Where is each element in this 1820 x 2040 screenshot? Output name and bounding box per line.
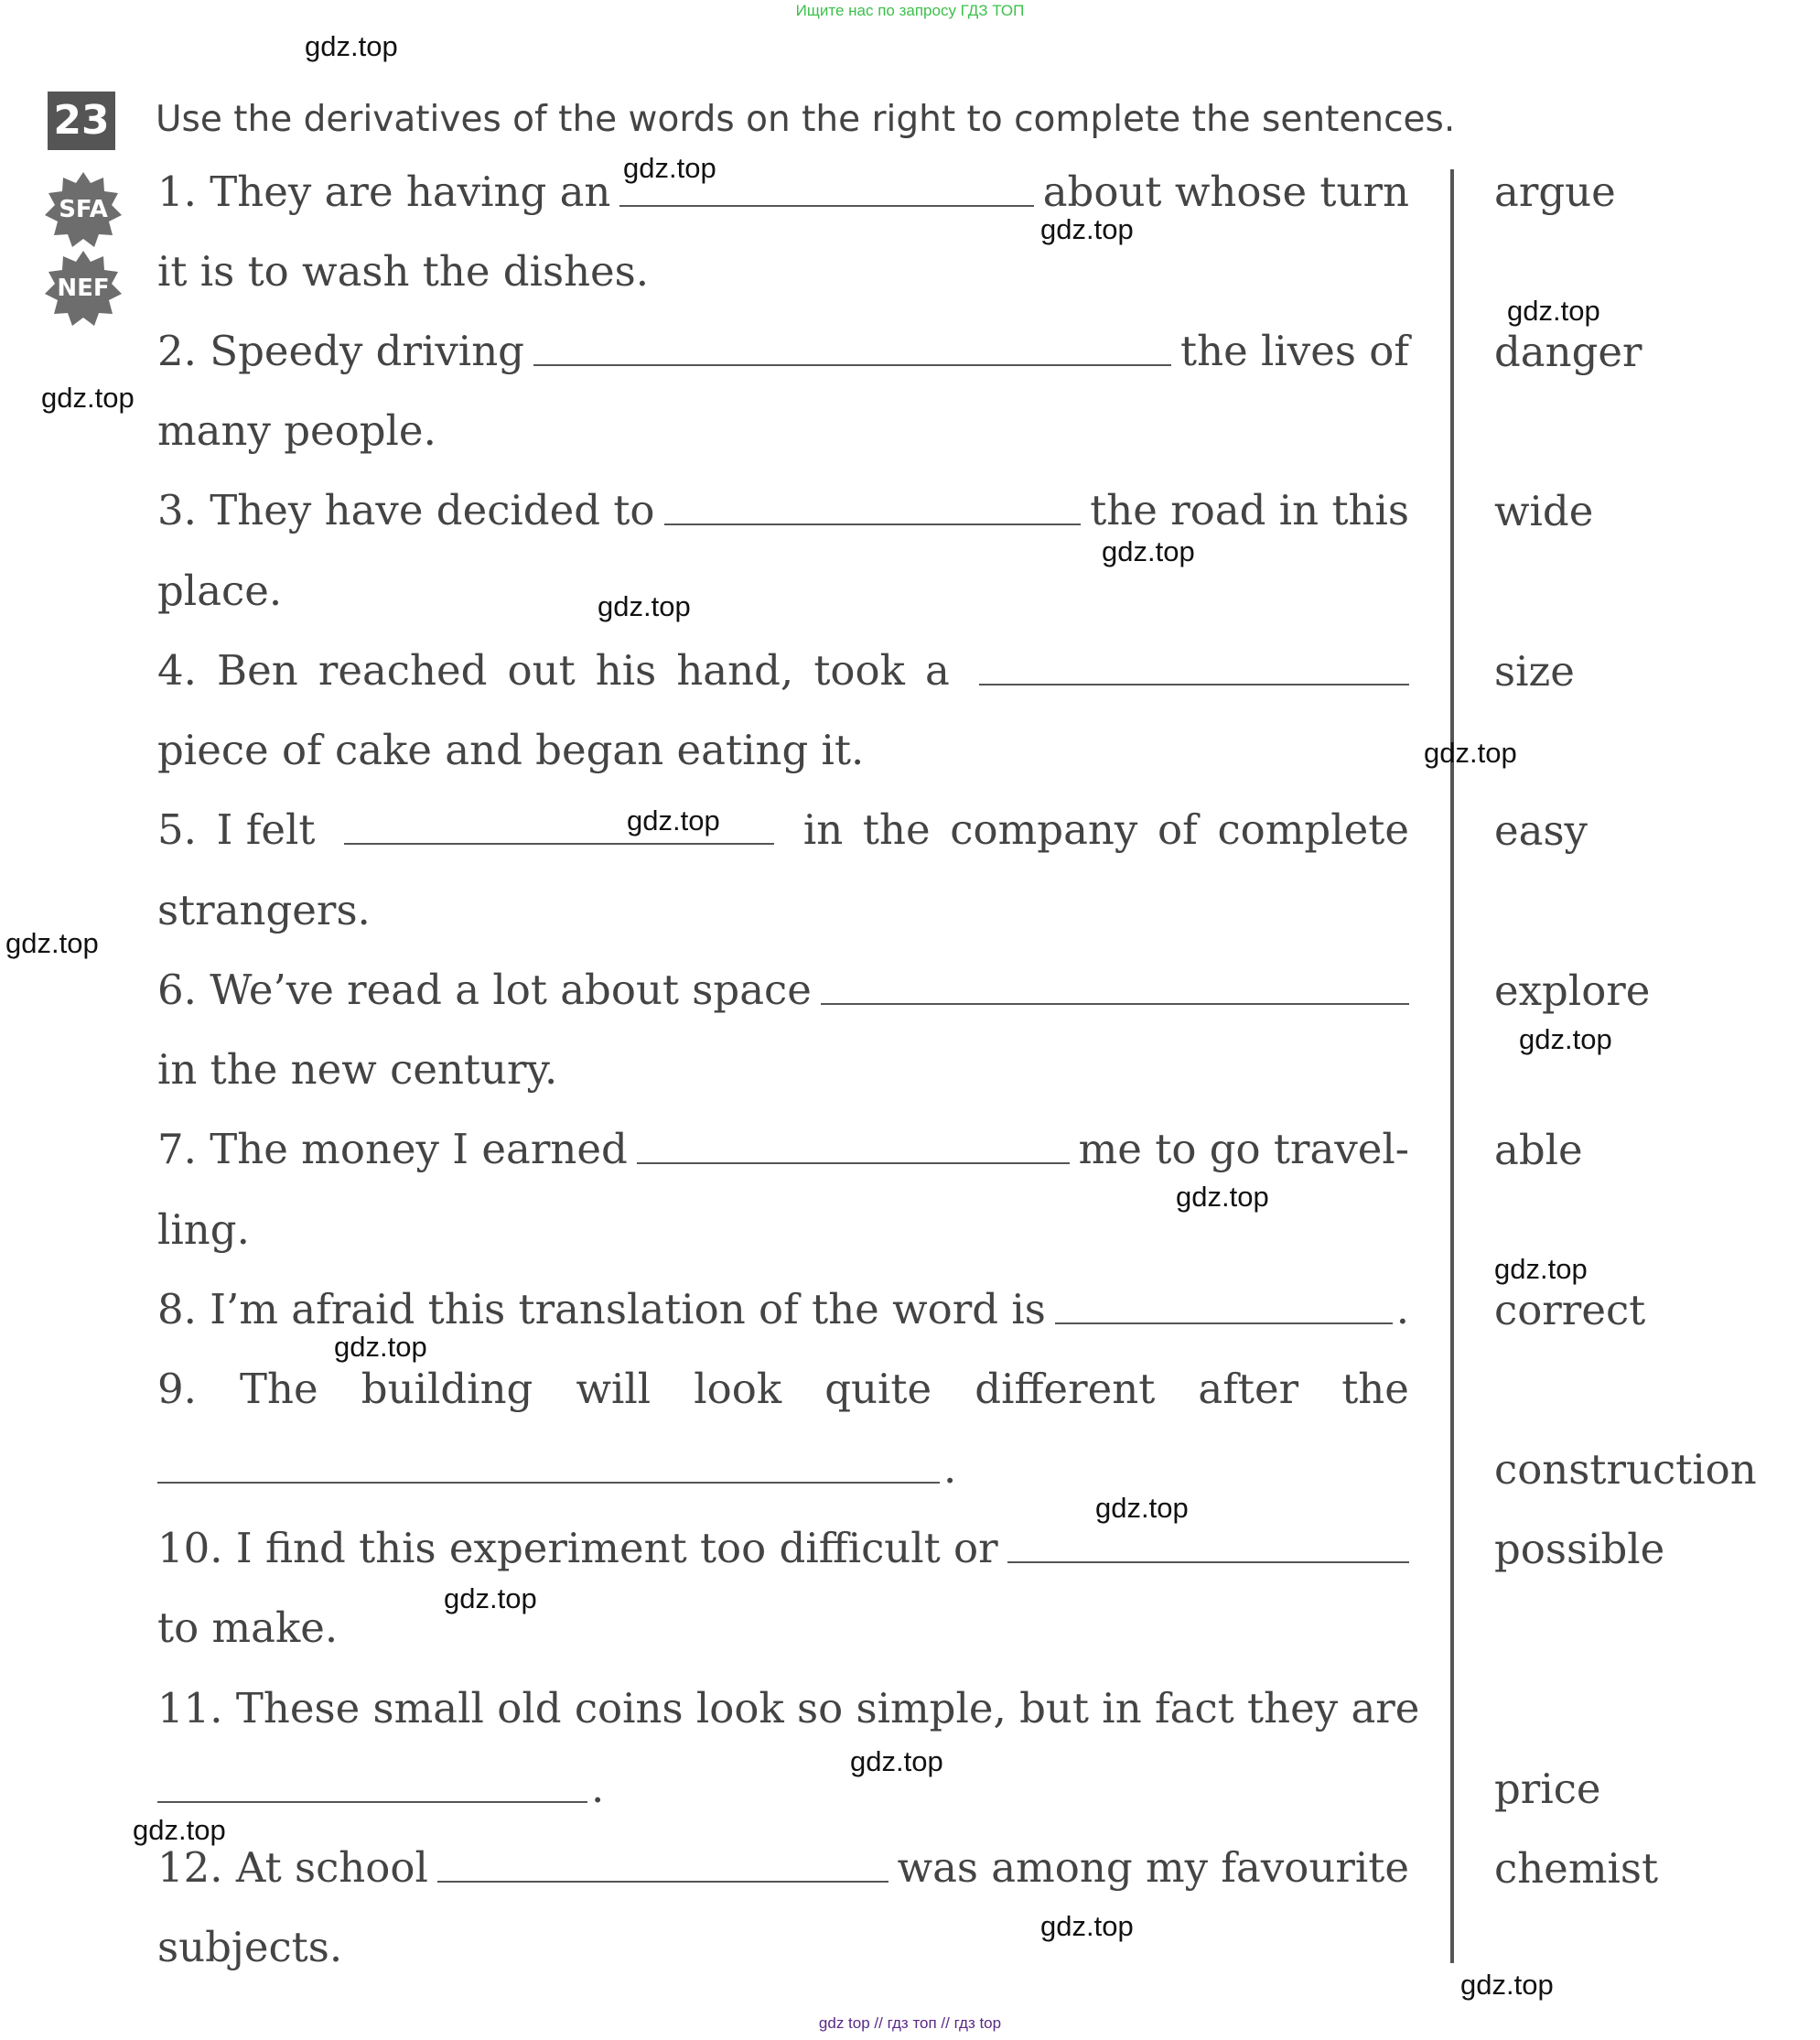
watermark: gdz.top [1494,1253,1588,1285]
base-word-2: danger [1494,328,1642,376]
base-word-6: explore [1494,966,1651,1015]
sentence-5-line-1: 5. I felt in the company of complete [157,805,1409,854]
sentence-11-line-1: 11. These small old coins look so simple, but in fact they are [157,1684,1420,1732]
sentence-2-line-1: 2. Speedy driving the lives of [157,327,1409,375]
watermark: gdz.top [334,1331,427,1363]
sfa-badge-icon [44,170,123,249]
answer-blank-2[interactable] [533,353,1171,366]
base-word-5: easy [1494,806,1588,855]
nef-badge-icon [44,249,123,328]
watermark: gdz.top [850,1745,943,1777]
sentence-10-line-1: 10. I find this experiment too difficult or [157,1488,1409,1569]
answer-blank-9[interactable] [157,1471,940,1484]
site-banner[interactable]: Ищите нас по запросу ГДЗ ТОП [795,2,1025,19]
sentence-8-line-1: 8. I’m afraid this translation of the word is . [157,1285,1409,1333]
watermark: gdz.top [41,382,135,414]
answer-blank-11[interactable] [157,1790,587,1803]
base-word-11: price [1494,1765,1601,1813]
base-word-4: size [1494,647,1575,696]
exercise-instruction: Use the derivatives of the words on the right to complete the sentences. [156,99,1456,140]
sentence-6-line-2: in the new century. [157,1045,558,1094]
column-divider [1450,169,1454,1963]
sentence-9-line-1: 9. The building will look quite different after the [157,1365,1409,1413]
sentence-3-line-2: place. [157,567,283,615]
watermark: gdz.top [1519,1023,1612,1055]
sentence-12-line-2: subjects. [157,1923,343,1971]
answer-blank-7[interactable] [637,1151,1070,1164]
sentence-11-line-2: . [157,1728,1409,1808]
sentence-4-line-2: piece of cake and began eating it. [157,726,865,774]
sentence-5-line-2: strangers. [157,886,371,934]
base-word-9: construction [1494,1445,1757,1494]
watermark: gdz.top [623,152,716,184]
watermark: gdz.top [5,927,99,959]
watermark: gdz.top [1040,213,1134,245]
watermark: gdz.top [1040,1910,1134,1942]
answer-blank-3[interactable] [664,513,1082,525]
answer-blank-12[interactable] [437,1870,888,1883]
answer-blank-8[interactable] [1055,1311,1393,1324]
watermark: gdz.top [1176,1181,1269,1213]
base-word-10: possible [1494,1525,1665,1573]
watermark: gdz.top [627,804,720,837]
watermark: gdz.top [1095,1492,1189,1524]
sentence-7-line-1: 7. The money I earned me to go travel- [157,1125,1409,1173]
watermark: gdz.top [598,590,691,622]
sentence-1-line-2: it is to wash the dishes. [157,247,650,296]
sfa-badge-label: SFA [59,196,108,223]
watermark: gdz.top [305,30,398,62]
exercise-number: 23 [48,92,115,150]
sentence-1-line-1: 1. They are having an about whose turn [157,167,1409,216]
base-word-7: able [1494,1126,1583,1174]
sentence-12-line-1: 12. At school was among my favourite [157,1843,1409,1892]
sentence-9-line-2: . [157,1409,1409,1489]
watermark: gdz.top [1507,295,1600,327]
watermark: gdz.top [1460,1969,1554,2001]
watermark: gdz.top [444,1582,537,1614]
sentence-7-line-2: ling. [157,1205,250,1254]
sentence-2-line-2: many people. [157,406,436,455]
base-word-3: wide [1494,487,1594,535]
answer-blank-10[interactable] [1007,1550,1409,1563]
sentence-6-line-1: 6. We’ve read a lot about space [157,930,1409,1010]
watermark: gdz.top [1424,737,1517,769]
base-word-12: chemist [1494,1844,1659,1893]
sentence-10-line-2: to make. [157,1603,339,1652]
watermark: gdz.top [133,1814,226,1846]
sentence-3-line-1: 3. They have decided to the road in this [157,486,1409,534]
base-word-8: correct [1494,1286,1646,1334]
answer-blank-4[interactable] [979,673,1409,685]
sentence-4-line-1: 4. Ben reached out his hand, took a [157,610,1409,691]
answer-blank-6[interactable] [821,992,1409,1005]
nef-badge-label: NEF [57,275,110,302]
answer-blank-1[interactable] [619,194,1033,207]
watermark: gdz.top [1102,535,1195,567]
footer-banner[interactable]: gdz top // гдз топ // гдз top [818,2014,1002,2032]
base-word-1: argue [1494,167,1616,216]
